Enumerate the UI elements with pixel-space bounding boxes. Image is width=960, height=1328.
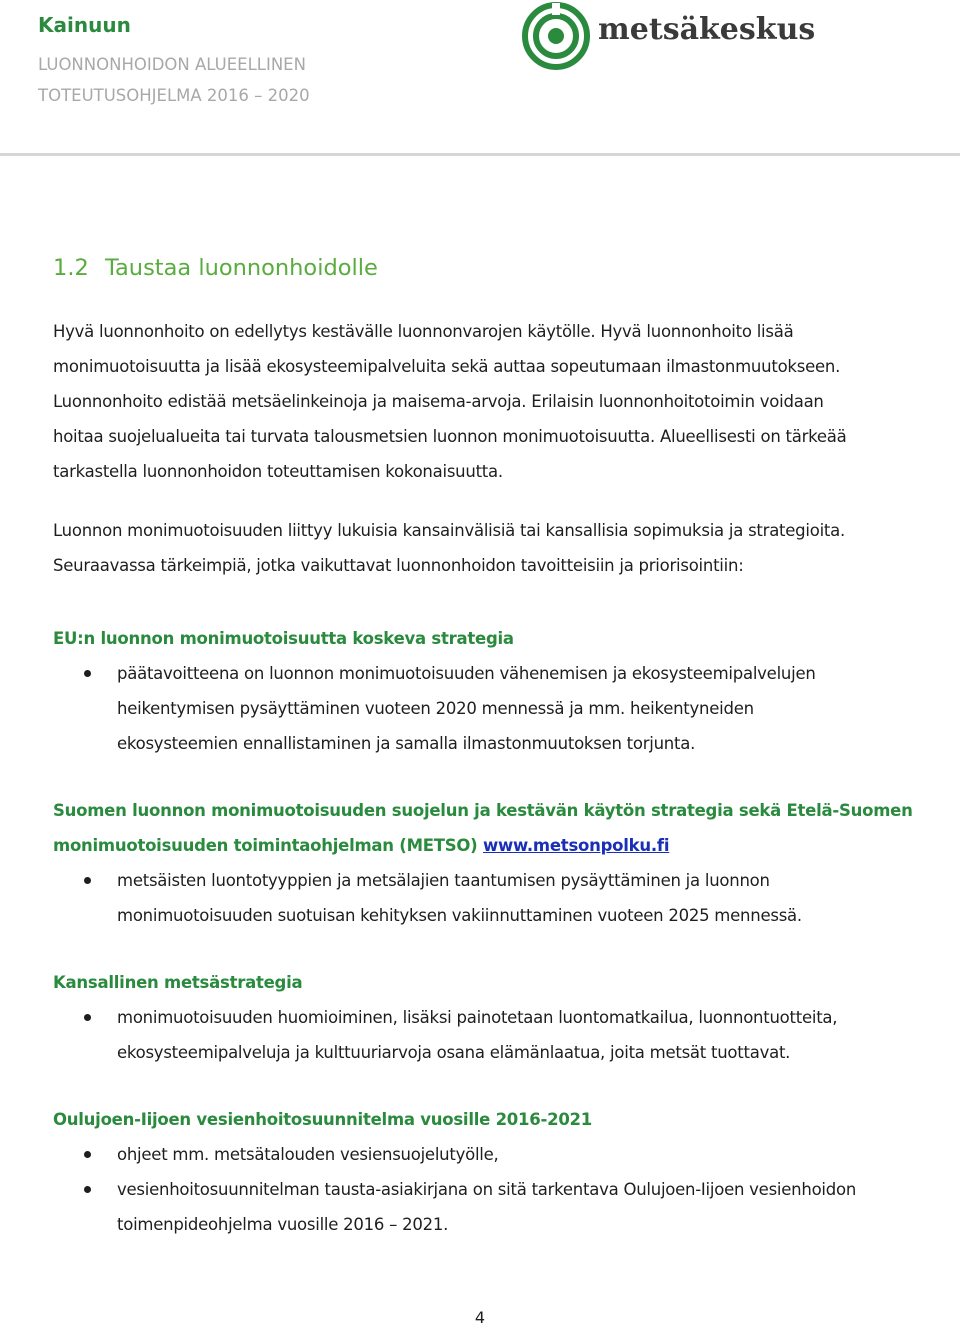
- subtitle-line: LUONNONHOIDON ALUEELLINEN: [38, 55, 306, 74]
- section-title: Taustaa luonnonhoidolle: [105, 255, 378, 281]
- list-item-line: päätavoitteena on luonnon monimuotoisuuden vähenemisen ja ekosysteemipalvelujen: [117, 664, 816, 683]
- bullet-icon: [84, 1151, 91, 1158]
- list-item: [53, 1172, 933, 1242]
- bullet-icon: [84, 670, 91, 677]
- list-item-line: ekosysteemien ennallistaminen ja samalla ilmastonmuutoksen torjunta.: [117, 734, 696, 753]
- strategy-eu: [53, 621, 933, 761]
- paragraph-line: Hyvä luonnonhoito on edellytys kestävälle luonnonvarojen käytölle. Hyvä luonnonhoito lisää: [53, 322, 794, 341]
- document-subtitle: [38, 49, 310, 111]
- page-header: [0, 0, 960, 156]
- list-item: [53, 1137, 933, 1172]
- logo-wordmark: metsäkeskus: [598, 12, 816, 47]
- bullet-icon: [84, 877, 91, 884]
- list-item: [53, 863, 933, 933]
- strategy-water-management: [53, 1102, 933, 1242]
- paragraph-line: Luonnonhoito edistää metsäelinkeinoja ja maisema-arvoja. Erilaisin luonnonhoitotoimin voidaan: [53, 392, 824, 411]
- list-item-line: monimuotoisuuden suotuisan kehityksen vakiinnuttaminen vuoteen 2025 mennessä.: [117, 906, 802, 925]
- paragraph-line: monimuotoisuutta ja lisää ekosysteemipalveluita sekä auttaa sopeutumaan ilmastonmuutokseen.: [53, 357, 841, 376]
- metsonpolku-link[interactable]: www.metsonpolku.fi: [482, 836, 670, 855]
- region-name: Kainuun: [38, 13, 131, 37]
- subtitle-line: TOTEUTUSOHJELMA 2016 – 2020: [38, 86, 310, 105]
- paragraph-line: tarkastella luonnonhoidon toteuttamisen kokonaisuutta.: [53, 462, 503, 481]
- bullet-list: [53, 1137, 933, 1242]
- page-number: 4: [474, 1308, 486, 1327]
- bullet-list: [53, 656, 933, 761]
- strategy-heading: Kansallinen metsästrategia: [53, 973, 303, 992]
- bullet-icon: [84, 1014, 91, 1021]
- section-heading: [53, 252, 933, 284]
- paragraph-line: Seuraavassa tärkeimpiä, jotka vaikuttavat luonnonhoidon tavoitteisiin ja priorisointiin:: [53, 556, 744, 575]
- list-item-line: monimuotoisuuden huomioiminen, lisäksi painotetaan luontomatkailua, luonnontuotteita,: [117, 1008, 838, 1027]
- metsakeskus-target-logo-icon: [522, 2, 590, 70]
- strategy-metso: [53, 793, 933, 933]
- list-item-line: toimenpideohjelma vuosille 2016 – 2021.: [117, 1215, 449, 1234]
- list-item-line: metsäisten luontotyyppien ja metsälajien taantumisen pysäyttäminen ja luonnon: [117, 871, 770, 890]
- main-content: [53, 252, 933, 1242]
- list-item-line: ohjeet mm. metsätalouden vesiensuojelutyölle,: [117, 1145, 499, 1164]
- strategy-heading-line2: [53, 828, 933, 863]
- strategy-heading: EU:n luonnon monimuotoisuutta koskeva strategia: [53, 629, 514, 648]
- strategy-heading: Suomen luonnon monimuotoisuuden suojelun ja kestävän käytön strategia sekä Etelä-Suomen: [53, 801, 913, 820]
- bullet-list: [53, 1000, 933, 1070]
- strategy-heading-text: monimuotoisuuden toimintaohjelman (METSO): [53, 836, 478, 855]
- second-paragraph: [53, 513, 933, 583]
- list-item: [53, 656, 933, 761]
- strategy-heading: Oulujoen-Iijoen vesienhoitosuunnitelma vuosille 2016-2021: [53, 1110, 593, 1129]
- header-divider: [0, 153, 960, 156]
- intro-paragraph: [53, 314, 933, 489]
- list-item: [53, 1000, 933, 1070]
- strategy-national-forest: [53, 965, 933, 1070]
- paragraph-line: Luonnon monimuotoisuuden liittyy lukuisia kansainvälisiä tai kansallisia sopimuksia ja strategioita.: [53, 521, 845, 540]
- list-item-line: vesienhoitosuunnitelman tausta-asiakirjana on sitä tarkentava Oulujoen-Iijoen vesienhoidon: [117, 1180, 857, 1199]
- bullet-icon: [84, 1186, 91, 1193]
- bullet-list: [53, 863, 933, 933]
- section-number: 1.2: [53, 255, 89, 281]
- list-item-line: ekosysteemipalveluja ja kulttuuriarvoja osana elämänlaatua, joita metsät tuottavat.: [117, 1043, 791, 1062]
- paragraph-line: hoitaa suojelualueita tai turvata talousmetsien luonnon monimuotoisuutta. Alueellisesti on tärkeää: [53, 427, 847, 446]
- list-item-line: heikentymisen pysäyttäminen vuoteen 2020 mennessä ja mm. heikentyneiden: [117, 699, 754, 718]
